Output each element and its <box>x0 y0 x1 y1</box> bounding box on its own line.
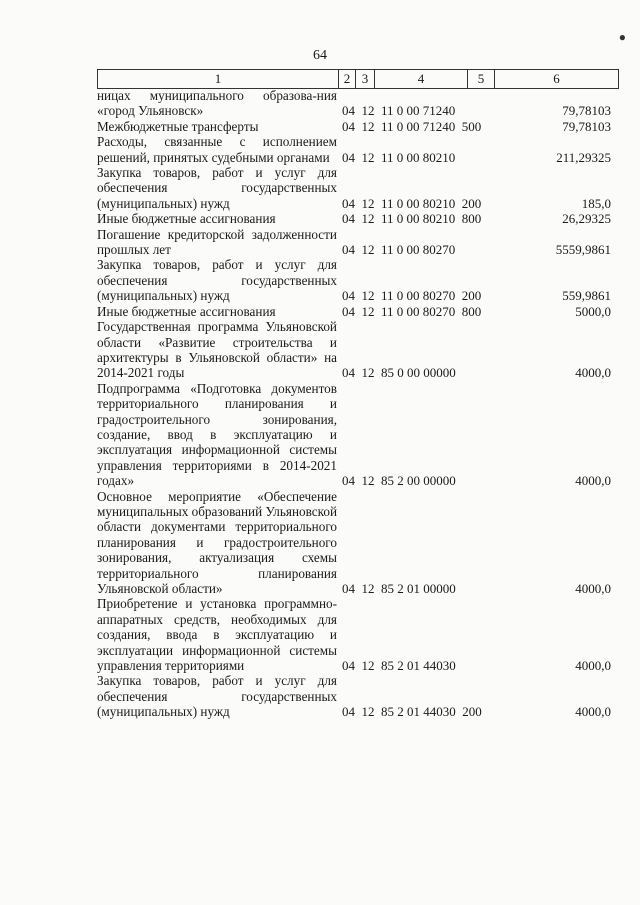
row-description: Закупка товаров, работ и услуг для обеспечения государственных (муниципальных) нужд <box>97 257 337 304</box>
header-col-6: 6 <box>553 71 560 86</box>
row-description: Погашение кредиторской задолженности прошлых лет <box>97 226 337 258</box>
row-description: Закупка товаров, работ и услуг для обеспечения государственных (муниципальных) нужд <box>97 673 337 720</box>
corner-mark: ● <box>618 30 626 44</box>
table-row <box>97 304 617 319</box>
row-description: Расходы, связанные с исполнением решений, принятых судебными органами <box>97 134 337 165</box>
row-codes: 04 12 11 0 00 80210 200 <box>342 195 482 211</box>
row-codes: 04 12 11 0 00 71240 <box>342 103 456 119</box>
table-row <box>97 489 617 597</box>
row-description: Государственная программа Ульяновской области «Развитие строительства и архитектуры в Ульяновской области» на 2014-2021 годы <box>97 319 337 381</box>
header-col-2: 2 <box>339 70 356 88</box>
row-amount: 185,0 <box>581 195 611 211</box>
header-col-5: 5 <box>468 70 495 88</box>
row-description: Иные бюджетные ассигнования <box>97 211 276 227</box>
row-codes: 04 12 85 2 01 00000 <box>342 581 456 596</box>
row-amount: 4000,0 <box>575 581 611 596</box>
row-codes: 04 12 85 2 01 44030 200 <box>342 704 482 720</box>
row-amount: 4000,0 <box>575 704 611 720</box>
table-row <box>97 381 617 489</box>
row-description: Межбюджетные трансферты <box>97 118 259 134</box>
table-row <box>97 119 617 134</box>
table-row <box>97 211 617 226</box>
table-row <box>97 165 617 211</box>
row-amount: 26,29325 <box>562 211 611 227</box>
row-codes: 04 12 11 0 00 80270 200 <box>342 288 482 304</box>
row-codes: 04 12 85 0 00 00000 <box>342 365 456 381</box>
table-row <box>97 319 617 381</box>
row-codes: 04 12 11 0 00 80210 <box>342 149 456 165</box>
table-header <box>97 69 619 89</box>
page-number: 64 <box>313 48 327 63</box>
row-codes: 04 12 11 0 00 80270 <box>342 242 456 258</box>
row-amount: 4000,0 <box>575 365 611 381</box>
table-row <box>97 134 617 165</box>
row-amount: 79,78103 <box>562 103 611 119</box>
header-col-4: 4 <box>375 70 468 88</box>
row-description: Подпрограмма «Подготовка документов территориального планирования и градостроительного зонирования, создание, ввод в эксплуатацию и эксплуатация информационной системы управления территориями в 2014-2021 годах» <box>97 380 337 489</box>
row-amount: 211,29325 <box>556 149 611 165</box>
row-codes: 04 12 11 0 00 80270 800 <box>342 303 482 319</box>
row-amount: 4000,0 <box>575 473 611 489</box>
row-description: Закупка товаров, работ и услуг для обеспечения государственных (муниципальных) нужд <box>97 165 337 211</box>
table-body <box>97 88 617 720</box>
table-row <box>97 596 617 673</box>
header-col-1: 1 <box>98 70 339 88</box>
row-description: ницах муниципального образова-ния «город Ульяновск» <box>97 88 337 119</box>
row-amount: 5559,9861 <box>555 242 611 258</box>
table-row <box>97 257 617 303</box>
row-description: Иные бюджетные ассигнования <box>97 303 276 319</box>
row-description: Приобретение и установка программно-аппаратных средств, необходимых для создания, ввода в эксплуатацию и эксплуатации информационной системы управления территориями <box>97 596 337 674</box>
row-amount: 79,78103 <box>562 118 611 134</box>
row-amount: 5000,0 <box>575 303 611 319</box>
header-col-3: 3 <box>356 70 375 88</box>
table-row <box>97 673 617 719</box>
table-row <box>97 227 617 258</box>
row-codes: 04 12 11 0 00 71240 500 <box>342 118 482 134</box>
table-row <box>97 88 617 119</box>
row-amount: 4000,0 <box>575 658 611 674</box>
row-codes: 04 12 11 0 00 80210 800 <box>342 211 482 227</box>
row-amount: 559,9861 <box>562 288 611 304</box>
row-description: Основное мероприятие «Обеспечение муниципальных образований Ульяновской области документами территориального планирования и градостроительного зонирования, актуализация схемы территориального планирования Ульяновской области» <box>97 488 337 596</box>
row-codes: 04 12 85 2 00 00000 <box>342 473 456 489</box>
row-codes: 04 12 85 2 01 44030 <box>342 658 456 674</box>
